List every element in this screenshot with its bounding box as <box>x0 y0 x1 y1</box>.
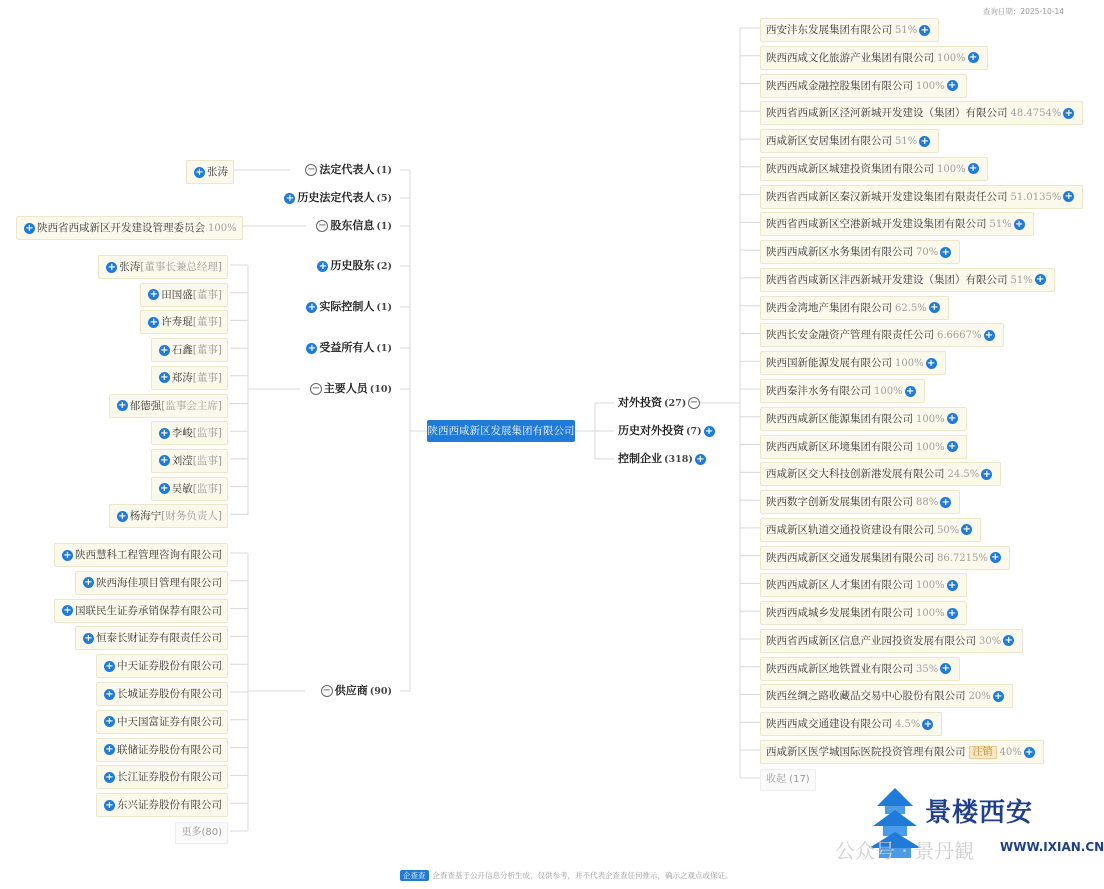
investment-percent: 51% <box>1010 274 1033 286</box>
watermark-url: WWW.IXIAN.CN <box>1000 840 1104 854</box>
investment-node[interactable] <box>760 407 967 431</box>
investment-name: 陕西长安金融资产管理有限责任公司 <box>766 329 934 342</box>
personnel-name: 刘滢 <box>171 454 193 467</box>
supplier-node[interactable] <box>54 543 228 567</box>
investment-node[interactable] <box>760 185 1083 209</box>
investment-node[interactable] <box>760 684 1013 708</box>
right-category-node[interactable] <box>618 450 708 468</box>
left-category-node[interactable] <box>304 298 392 316</box>
expand-plus-icon[interactable]: + <box>160 344 169 356</box>
investment-name: 陕西丝绸之路收藏品交易中心股份有限公司 <box>766 690 966 703</box>
category-count: (90) <box>369 686 392 697</box>
personnel-role: [董事] <box>192 316 222 329</box>
personnel-node[interactable] <box>151 421 228 445</box>
expand-plus-icon[interactable]: + <box>63 549 72 561</box>
investment-node[interactable] <box>760 74 967 98</box>
left-category-node[interactable] <box>315 257 392 275</box>
cancelled-badge: 注销 <box>969 746 997 759</box>
expand-plus-icon[interactable]: + <box>984 329 994 341</box>
investment-name: 西咸新区安居集团有限公司 <box>766 135 892 148</box>
left-category-node[interactable] <box>282 189 392 207</box>
investment-percent: 100% <box>874 386 903 397</box>
investment-name: 西安沣东发展集团有限公司 <box>766 24 892 36</box>
expand-plus-icon[interactable]: + <box>149 289 158 301</box>
left-category-node[interactable] <box>303 161 392 179</box>
investment-percent: 51% <box>895 136 918 148</box>
supplier-node[interactable] <box>96 682 228 706</box>
investment-percent: 100% <box>916 413 945 425</box>
expand-plus-icon[interactable]: + <box>318 260 328 272</box>
supplier-name: 中天证券股份有限公司 <box>117 660 222 673</box>
expand-plus-icon[interactable]: + <box>160 455 169 467</box>
investment-percent: 100% <box>937 163 966 175</box>
investment-node[interactable] <box>760 379 925 403</box>
investment-name: 西咸新区医学城国际医院投资管理有限公司 <box>766 746 966 759</box>
personnel-node[interactable] <box>98 255 228 279</box>
investment-percent: 100% <box>916 441 945 453</box>
right-category-node[interactable] <box>618 394 702 412</box>
investment-name: 陕西西咸金融控股集团有限公司 <box>766 79 913 92</box>
investment-percent: 100% <box>895 358 924 370</box>
suppliers-more-link[interactable]: 更多(80) <box>175 822 228 844</box>
collapse-minus-icon[interactable]: − <box>318 220 327 231</box>
left-category-node[interactable] <box>304 339 392 357</box>
investment-name: 陕西西咸新区地铁置业有限公司 <box>766 662 913 675</box>
expand-plus-icon[interactable]: + <box>105 799 114 811</box>
shareholder-name: 陕西省西咸新区开发建设管理委员会 <box>37 222 205 234</box>
investment-node[interactable] <box>760 18 939 42</box>
personnel-role: [董事] <box>192 371 222 384</box>
expand-plus-icon[interactable]: + <box>25 222 34 234</box>
shareholder-node[interactable] <box>16 216 243 240</box>
expand-plus-icon[interactable]: + <box>920 24 929 36</box>
expand-plus-icon[interactable]: + <box>1025 746 1034 758</box>
investment-name: 陕西数字创新发展集团有限公司 <box>766 496 913 509</box>
investment-name: 陕西省西咸新区泾河新城开发建设（集团）有限公司 <box>766 107 1008 120</box>
investment-name: 陕西西咸新区环境集团有限公司 <box>766 440 913 453</box>
supplier-node[interactable] <box>96 654 228 678</box>
expand-plus-icon[interactable]: + <box>105 771 114 783</box>
qcc-logo: 企查查 <box>400 870 429 881</box>
personnel-node[interactable] <box>151 366 228 390</box>
supplier-name: 联储证券股份有限公司 <box>117 743 222 756</box>
expand-plus-icon[interactable]: + <box>1064 107 1074 119</box>
category-label: 供应商 <box>334 684 368 697</box>
investment-node[interactable] <box>760 351 946 375</box>
center-company-node[interactable]: 陕西西咸新区发展集团有限公司 <box>427 420 575 442</box>
expand-plus-icon[interactable]: + <box>704 425 714 437</box>
personnel-name: 田国盛 <box>161 288 193 301</box>
investment-name: 西咸新区交大科技创新港发展有限公司 <box>766 468 945 481</box>
category-label: 历史法定代表人 <box>297 191 375 204</box>
investment-percent: 62.5% <box>895 302 927 314</box>
legal-rep-name: 张涛 <box>207 166 228 178</box>
investment-percent: 35% <box>916 663 939 675</box>
expand-plus-icon[interactable]: + <box>160 372 169 384</box>
supplier-name: 长城证券股份有限公司 <box>117 688 222 700</box>
investment-node[interactable] <box>760 462 1001 486</box>
investment-percent: 51.0135% <box>1010 191 1062 203</box>
supplier-name: 东兴证券股份有限公司 <box>117 799 222 812</box>
personnel-node[interactable] <box>140 310 228 334</box>
expand-plus-icon[interactable]: + <box>947 579 957 591</box>
investment-node[interactable] <box>760 657 960 681</box>
expand-plus-icon[interactable]: + <box>968 163 978 175</box>
investment-percent: 50% <box>937 524 960 536</box>
category-label: 法定代表人 <box>319 163 375 176</box>
expand-plus-icon[interactable]: + <box>994 690 1003 702</box>
investment-node[interactable] <box>760 518 981 542</box>
investment-node[interactable] <box>760 740 1044 764</box>
investment-node[interactable] <box>760 129 939 153</box>
investment-node[interactable] <box>760 101 1083 125</box>
shareholder-percent: 100% <box>208 223 237 234</box>
left-category-node[interactable] <box>319 682 392 700</box>
investment-name: 西咸新区轨道交通投资建设有限公司 <box>766 523 934 536</box>
expand-plus-icon[interactable]: + <box>991 552 1000 564</box>
query-date: 查询日期：2025-10-14 <box>982 7 1064 16</box>
personnel-role: [监事会主席] <box>161 399 222 412</box>
category-count: (1) <box>376 221 392 232</box>
expand-plus-icon[interactable]: + <box>63 605 72 617</box>
expand-plus-icon[interactable]: + <box>947 441 957 453</box>
supplier-node[interactable] <box>96 710 228 734</box>
category-label: 主要人员 <box>323 382 368 395</box>
category-count: (1) <box>376 343 392 354</box>
expand-plus-icon[interactable]: + <box>84 577 93 589</box>
category-label: 历史对外投资 <box>618 424 684 437</box>
collapse-link[interactable]: 收起 (17) <box>760 769 816 791</box>
category-label: 对外投资 <box>618 396 662 409</box>
personnel-role: [财务负责人] <box>161 510 222 523</box>
investment-percent: 100% <box>916 580 945 592</box>
expand-plus-icon[interactable]: + <box>968 52 978 64</box>
investment-name: 陕西西咸新区城建投资集团有限公司 <box>766 162 934 175</box>
expand-plus-icon[interactable]: + <box>947 607 957 619</box>
expand-plus-icon[interactable]: + <box>941 663 950 675</box>
expand-plus-icon[interactable]: + <box>195 166 204 178</box>
supplier-node[interactable] <box>96 793 228 817</box>
expand-plus-icon[interactable]: + <box>160 427 169 439</box>
investment-percent: 100% <box>916 608 945 620</box>
investment-percent: 40% <box>999 747 1022 759</box>
expand-plus-icon[interactable]: + <box>1015 218 1024 230</box>
supplier-name: 陕西海佳项目管理有限公司 <box>96 576 222 589</box>
personnel-role: [监事] <box>192 427 222 440</box>
investment-name: 陕西西咸新区交通发展集团有限公司 <box>766 551 934 564</box>
expand-plus-icon[interactable]: + <box>307 342 317 354</box>
investment-percent: 20% <box>968 691 991 703</box>
investment-node[interactable] <box>760 435 967 459</box>
supplier-name: 长江证券股份有限公司 <box>117 771 222 784</box>
category-count: (27) <box>664 398 687 409</box>
investment-name: 陕西省西咸新区沣西新城开发建设（集团）有限公司 <box>766 273 1008 286</box>
investment-name: 陕西金湾地产集团有限公司 <box>766 301 892 314</box>
category-count: (2) <box>376 261 392 272</box>
investment-name: 陕西国新能源发展有限公司 <box>766 357 892 370</box>
personnel-name: 李峻 <box>171 427 193 440</box>
personnel-role: [监事] <box>192 482 222 495</box>
personnel-role: [董事] <box>192 288 222 301</box>
investment-name: 陕西西咸新区水务集团有限公司 <box>766 246 913 259</box>
investment-percent: 4.5% <box>895 719 921 731</box>
left-category-node[interactable] <box>308 380 392 398</box>
supplier-node[interactable] <box>54 599 228 623</box>
investment-node[interactable] <box>760 546 1010 570</box>
expand-plus-icon[interactable]: + <box>941 246 950 258</box>
investment-percent: 30% <box>979 635 1002 647</box>
investment-node[interactable] <box>760 601 967 625</box>
personnel-node[interactable] <box>109 394 228 418</box>
category-count: (1) <box>376 165 392 176</box>
left-category-node[interactable] <box>314 217 392 235</box>
expand-plus-icon[interactable]: + <box>947 80 957 92</box>
category-count: (7) <box>686 426 702 437</box>
category-count: (1) <box>376 302 392 313</box>
collapse-minus-icon[interactable]: − <box>307 164 316 175</box>
investment-node[interactable] <box>760 157 988 181</box>
expand-plus-icon[interactable]: + <box>84 632 93 644</box>
investment-percent: 100% <box>916 80 945 92</box>
investment-name: 陕西西咸新区人才集团有限公司 <box>766 579 913 592</box>
expand-plus-icon[interactable]: + <box>285 192 295 204</box>
personnel-name: 杨海宁 <box>129 510 162 523</box>
expand-plus-icon[interactable]: + <box>118 400 127 411</box>
category-label: 实际控制人 <box>319 300 375 313</box>
investment-name: 陕西西咸交通建设有限公司 <box>766 718 892 731</box>
expand-plus-icon[interactable]: + <box>926 357 936 369</box>
expand-plus-icon[interactable]: + <box>920 135 929 147</box>
legal-rep-node[interactable] <box>186 160 234 184</box>
watermark-title: 景楼西安 <box>925 798 1034 828</box>
category-label: 历史股东 <box>330 259 375 272</box>
right-category-node[interactable] <box>618 422 717 440</box>
expand-plus-icon[interactable]: + <box>307 301 317 313</box>
investment-percent: 70% <box>916 247 939 259</box>
expand-plus-icon[interactable]: + <box>149 316 158 328</box>
personnel-node[interactable] <box>140 283 228 307</box>
personnel-node[interactable] <box>151 338 228 362</box>
investment-node[interactable] <box>760 46 988 70</box>
supplier-name: 中天国富证券有限公司 <box>117 715 222 728</box>
supplier-node[interactable] <box>96 765 228 789</box>
collapse-minus-icon[interactable]: − <box>322 685 331 696</box>
investment-percent: 100% <box>937 52 966 64</box>
investment-node[interactable] <box>760 712 942 736</box>
supplier-name: 陕西慧科工程管理咨询有限公司 <box>75 549 222 561</box>
investment-percent: 6.6667% <box>937 330 982 342</box>
supplier-name: 国联民生证券承销保荐有限公司 <box>75 604 222 617</box>
investment-node[interactable] <box>760 490 960 514</box>
expand-plus-icon[interactable]: + <box>696 453 705 465</box>
personnel-name: 张涛 <box>119 261 141 273</box>
personnel-name: 吴敏 <box>171 482 193 495</box>
investment-name: 陕西省西咸新区空港新城开发建设集团有限公司 <box>766 218 987 231</box>
personnel-name: 郑涛 <box>171 371 193 384</box>
investment-name: 陕西西咸文化旅游产业集团有限公司 <box>766 51 934 64</box>
expand-plus-icon[interactable]: + <box>962 524 971 536</box>
collapse-minus-icon[interactable]: − <box>311 383 320 394</box>
investment-percent: 51% <box>989 219 1012 231</box>
expand-plus-icon[interactable]: + <box>1064 191 1074 203</box>
supplier-node[interactable] <box>75 571 228 595</box>
category-count: (10) <box>369 384 392 395</box>
expand-plus-icon[interactable]: + <box>1036 274 1045 286</box>
collapse-minus-icon[interactable]: − <box>690 397 699 408</box>
investment-percent: 24.5% <box>947 469 980 481</box>
category-label: 控制企业 <box>618 452 662 465</box>
investment-percent: 48.4754% <box>1010 108 1062 120</box>
expand-plus-icon[interactable]: + <box>118 510 127 522</box>
category-label: 股东信息 <box>330 219 375 232</box>
supplier-name: 恒泰长财证券有限责任公司 <box>96 632 222 645</box>
personnel-role: [董事] <box>192 344 222 357</box>
investment-node[interactable] <box>760 212 1034 236</box>
watermark-subtitle: 公众号 · 景丹観 <box>835 839 975 863</box>
expand-plus-icon[interactable]: + <box>107 261 116 273</box>
personnel-name: 许寿琨 <box>161 316 193 329</box>
investment-name: 陕西西咸新区能源集团有限公司 <box>766 412 913 425</box>
supplier-node[interactable] <box>96 738 228 762</box>
investment-percent: 86.7215% <box>937 552 988 564</box>
investment-node[interactable] <box>760 296 949 320</box>
expand-plus-icon[interactable]: + <box>105 660 114 672</box>
investment-name: 陕西省西咸新区信息产业园投资发展有限公司 <box>766 634 976 647</box>
personnel-name: 石鑫 <box>171 344 193 357</box>
category-count: (318) <box>664 454 693 465</box>
expand-plus-icon[interactable]: + <box>1004 635 1013 647</box>
expand-plus-icon[interactable]: + <box>905 385 915 397</box>
personnel-role: [监事] <box>192 454 222 467</box>
investment-name: 陕西秦沣水务有限公司 <box>766 385 871 397</box>
personnel-name: 郁德强 <box>129 399 162 412</box>
supplier-node[interactable] <box>75 626 228 650</box>
expand-plus-icon[interactable]: + <box>982 468 991 480</box>
investment-percent: 51% <box>895 25 918 36</box>
investment-percent: 88% <box>916 497 939 509</box>
footer-disclaimer <box>400 870 733 881</box>
expand-plus-icon[interactable]: + <box>947 413 957 425</box>
footer-text: 企查查基于公开信息分析生成，仅供参考，并不代表企查查任何推示，确示之观点或保证。 <box>432 871 733 880</box>
personnel-node[interactable] <box>151 477 228 501</box>
expand-plus-icon[interactable]: + <box>160 483 169 495</box>
personnel-node[interactable] <box>109 504 228 528</box>
category-count: (5) <box>376 193 392 204</box>
expand-plus-icon[interactable]: + <box>930 302 939 314</box>
investment-node[interactable] <box>760 573 967 597</box>
category-label: 受益所有人 <box>319 341 375 354</box>
investment-name: 陕西西咸城乡发展集团有限公司 <box>766 607 913 620</box>
investment-node[interactable] <box>760 323 1004 347</box>
expand-plus-icon[interactable]: + <box>923 718 933 730</box>
investment-node[interactable] <box>760 268 1055 292</box>
expand-plus-icon[interactable]: + <box>941 496 950 508</box>
investment-node[interactable] <box>760 240 960 264</box>
investment-node[interactable] <box>760 629 1023 653</box>
personnel-node[interactable] <box>151 449 228 473</box>
investment-name: 陕西省西咸新区秦汉新城开发建设集团有限责任公司 <box>766 190 1008 203</box>
expand-plus-icon[interactable]: + <box>105 744 114 756</box>
expand-plus-icon[interactable]: + <box>105 688 114 700</box>
expand-plus-icon[interactable]: + <box>105 716 114 728</box>
personnel-role: [董事长兼总经理] <box>140 261 222 273</box>
